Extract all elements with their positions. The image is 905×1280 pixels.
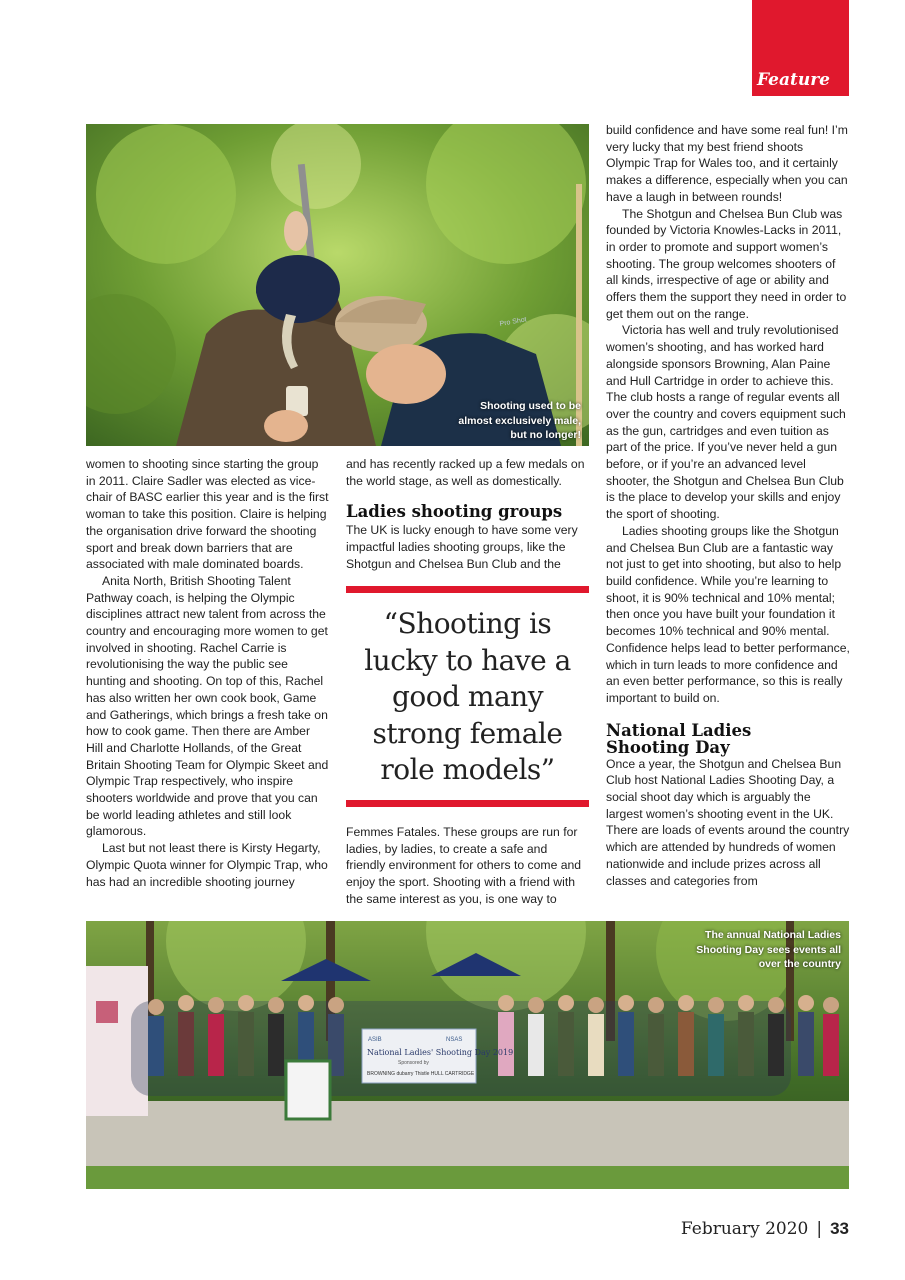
banner-logo-left: ASIB (368, 1037, 382, 1043)
pull-quote: “Shooting is lucky to have a good many strong female role models” (364, 607, 571, 786)
col3-paragraph: Victoria has well and truly revolutionised women’s shooting, and has worked hard alongside sponsors Browning, Alan Paine and Hull Cartridge in order to achieve this. The club hosts a range of regular events all over the country and covers equipment such as the gun, cartridges and even tuition as part of the price. If you’ve never held a gun before, or if you’re an advanced level shooter, the Shotgun and Chelsea Bun Club is the place to develop your skills and enjoy the sport of shooting. (606, 323, 846, 522)
bottom-photo (86, 921, 849, 1189)
column-2-top (346, 456, 589, 573)
banner-title: National Ladies' Shooting Day 2019 (367, 1048, 514, 1057)
col1-paragraph: Anita North, British Shooting Talent Pathway coach, is helping the Olympic disciplines attract new talent from across the country and encouraging more women to get involved in shooting. Rachel Carrie is revolutionising the way the public see hunting and shooting. On top of this, Rachel has also written her own cook book, Game and Gatherings, which brings a fresh take on how to cook game. Then there are Amber Hill and Charlotte Hollands, of the Great Britain Shooting Team for Olympic Skeet and Olympic Trap respectively, who inspire shooters worldwide and prove that you can be world leading athletes and still look glamorous. (86, 573, 329, 839)
section-label: Feature (757, 70, 830, 90)
pull-quote-rule-top (346, 586, 589, 593)
col3-paragraph: Ladies shooting groups like the Shotgun and Chelsea Bun Club are a fantastic way not just to get into shooting, but also to help build confidence. While you’re learning to shoot, it is 90% technical and 10% mental; then once you have built your foundation it becomes 10% technical and 90% mental. Confidence helps lead to better performance, which in turn leads to more confidence and an even better performance, so this is really important to build on. (606, 523, 850, 705)
top-photo (86, 124, 589, 446)
section-tab (752, 0, 849, 96)
heading-national-ladies-day: National Ladies Shooting Day (606, 720, 752, 757)
column-3 (606, 122, 850, 889)
column-2-bottom (346, 824, 589, 908)
page-footer (681, 1219, 849, 1239)
col1-paragraph: Last but not least there is Kirsty Hegarty, Olympic Quota winner for Olympic Trap, who has had an incredible shooting journey (86, 841, 328, 889)
col2-intro: and has recently racked up a few medals on the world stage, as well as domestically. (346, 457, 585, 488)
column-1 (86, 456, 330, 890)
heading-ladies-groups: Ladies shooting groups (346, 502, 563, 522)
issue-date: February 2020 (680, 1219, 809, 1239)
col1-paragraph: women to shooting since starting the group in 2011. Claire Sadler was elected as vice-chair of BASC earlier this year and is the first woman to take this position. Claire is helping the organisation drive forward the shooting sport and break down barriers that are associated with male dominated boards. (86, 457, 329, 572)
col3-paragraph: Once a year, the Shotgun and Chelsea Bun Club host National Ladies Shooting Day, a social shoot day which is arguably the largest women’s shooting event in the UK. There are loads of events around the country which are attended by hundreds of women nationwide and include prizes across all classes and categories from (606, 756, 850, 888)
footer-separator: | (816, 1219, 823, 1239)
col3-paragraph: build confidence and have some real fun! I’m very lucky that my best friend shoots Olympic Trap for Wales too, and it certainly makes a difference, especially when you can have a laugh in between rounds! (606, 123, 848, 204)
page-number: 33 (830, 1219, 849, 1238)
jacket-logo: Pro Shot (499, 316, 528, 328)
col2-paragraph: Femmes Fatales. These groups are run for ladies, by ladies, to create a safe and friendly environment for others to come and enjoy the sport. Shooting with a friend with the same interest as you, is one way to (346, 825, 582, 906)
top-photo-caption: Shooting used to be almost exclusively male, but no longer! (458, 400, 581, 441)
banner-sub: Sponsored by (398, 1060, 429, 1066)
col3-paragraph: The Shotgun and Chelsea Bun Club was founded by Victoria Knowles-Lacks in 2011, in order to promote and support women’s shooting. The group welcomes shooters of all kinds, irrespective of age or ability and offers them the support they need in order to get them out on the range. (606, 206, 847, 321)
banner-logo-right: NSAS (446, 1037, 463, 1043)
banner-sponsors: BROWNING dubarry Thistle HULL CARTRIDGE (367, 1071, 475, 1077)
col2-paragraph: The UK is lucky enough to have some very impactful ladies shooting groups, like the Shotgun and Chelsea Bun Club and the (346, 523, 578, 571)
pull-quote-rule-bottom (346, 800, 589, 807)
bottom-photo-caption: The annual National Ladies Shooting Day sees events all over the country (696, 929, 841, 970)
